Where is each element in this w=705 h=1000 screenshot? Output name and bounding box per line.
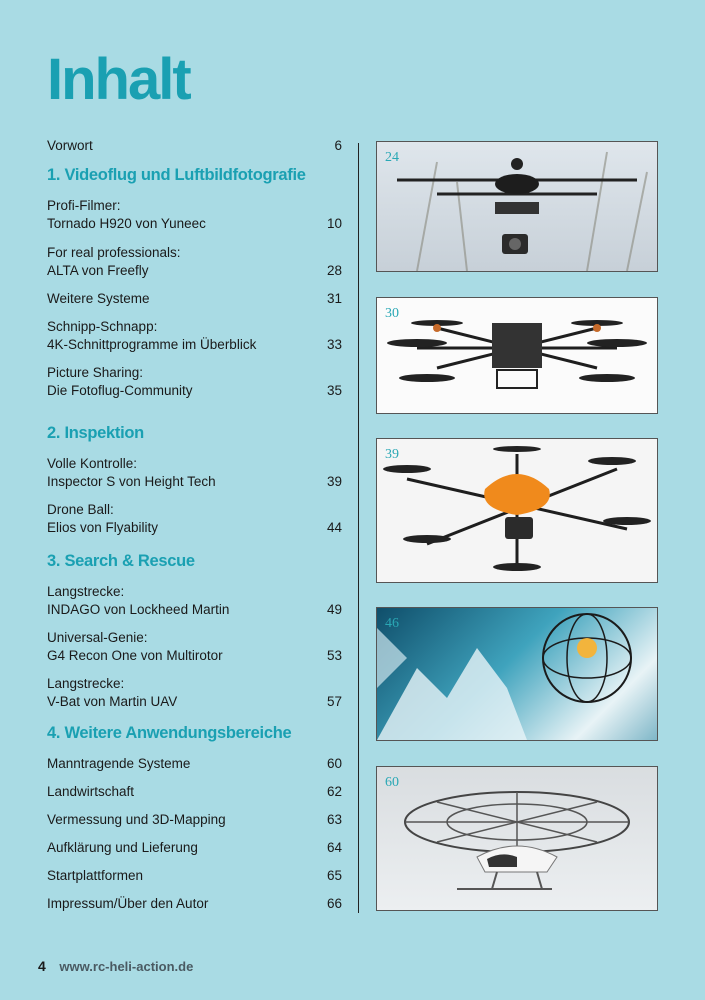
toc-entry-kicker: Volle Kontrolle: (47, 456, 138, 471)
toc-entry[interactable] (47, 583, 342, 619)
toc-page-number: 10 (326, 216, 342, 231)
toc-entry-title: V-Bat von Martin UAV (47, 694, 178, 709)
toc-entry-title: Tornado H920 von Yuneec (47, 216, 206, 231)
photo-page-label: 30 (385, 306, 399, 321)
drone-photo (377, 142, 657, 271)
toc-page-number: 49 (326, 602, 342, 617)
photo-page-label: 46 (385, 616, 399, 631)
toc-entry-title: Elios von Flyability (47, 520, 159, 535)
toc-entry-kicker: Schnipp-Schnapp: (47, 319, 158, 334)
section-heading-2: 2. Inspektion (47, 424, 144, 442)
toc-entry[interactable] (47, 629, 342, 665)
toc-page-number: 35 (326, 383, 342, 398)
toc-entry-kicker: Picture Sharing: (47, 365, 144, 380)
photo-page-label: 60 (385, 775, 399, 790)
photo-page-label: 39 (385, 447, 399, 462)
toc-page-number: 57 (326, 694, 342, 709)
footer-page-number: 4 (38, 958, 46, 974)
toc-entry[interactable] (47, 811, 342, 829)
toc-entry-title: Impressum/Über den Autor (47, 896, 209, 911)
drone-photo (377, 439, 657, 582)
footer-url-link[interactable]: www.rc-heli-action.de (59, 959, 194, 974)
toc-entry-title: Die Fotoflug-Community (47, 383, 193, 398)
photo-volocopter-60[interactable] (376, 766, 658, 911)
toc-page-number: 33 (326, 337, 342, 352)
toc-entry-title: Manntragende Systeme (47, 756, 191, 771)
toc-entry-title: Startplattformen (47, 868, 144, 883)
toc-entry-title: 4K-Schnittprogramme im Überblick (47, 337, 257, 352)
toc-entry-title: Vermessung und 3D-Mapping (47, 812, 226, 827)
photo-page-label: 24 (385, 150, 399, 165)
toc-page-number: 62 (326, 784, 342, 799)
toc-entry-kicker: For real professionals: (47, 245, 181, 260)
toc-entry-title: ALTA von Freefly (47, 263, 149, 278)
photo-drone-30[interactable] (376, 297, 658, 414)
toc-entry[interactable] (47, 755, 342, 773)
toc-entry-kicker: Profi-Filmer: (47, 198, 121, 213)
section-heading-3: 3. Search & Rescue (47, 552, 195, 570)
toc-entry[interactable] (47, 501, 342, 537)
toc-page-number: 6 (334, 138, 342, 153)
toc-entry[interactable] (47, 895, 342, 913)
toc-entry[interactable] (47, 290, 342, 308)
toc-entry[interactable] (47, 197, 342, 233)
toc-entry-kicker: Langstrecke: (47, 676, 125, 691)
toc-entry[interactable] (47, 839, 342, 857)
photo-drone-39[interactable] (376, 438, 658, 583)
toc-page-number: 63 (326, 812, 342, 827)
toc-page-number: 66 (326, 896, 342, 911)
toc-page-number: 65 (326, 868, 342, 883)
toc-entry[interactable] (47, 318, 342, 354)
column-divider (358, 143, 359, 913)
photo-drone-46[interactable] (376, 607, 658, 741)
section-heading-1: 1. Videoflug und Luftbildfotografie (47, 166, 306, 184)
toc-page-number: 64 (326, 840, 342, 855)
toc-entry-title: Aufklärung und Lieferung (47, 840, 198, 855)
section-heading-4: 4. Weitere Anwendungsbereiche (47, 724, 292, 742)
toc-page-number: 60 (326, 756, 342, 771)
drone-photo (377, 298, 657, 413)
toc-entry-title: Landwirtschaft (47, 784, 135, 799)
toc-entry-kicker: Drone Ball: (47, 502, 114, 517)
toc-entry-kicker: Langstrecke: (47, 584, 125, 599)
toc-entry[interactable] (47, 783, 342, 801)
toc-entry[interactable] (47, 244, 342, 280)
page-title: Inhalt (47, 47, 190, 112)
toc-page-number: 44 (326, 520, 342, 535)
toc-entry[interactable] (47, 675, 342, 711)
toc-entry-title: G4 Recon One von Multirotor (47, 648, 223, 663)
toc-entry[interactable] (47, 364, 342, 400)
toc-page-number: 28 (326, 263, 342, 278)
toc-entry[interactable] (47, 455, 342, 491)
volocopter-photo (377, 767, 657, 910)
toc-page-number: 31 (326, 291, 342, 306)
toc-page-number: 53 (326, 648, 342, 663)
toc-entry-title: Weitere Systeme (47, 291, 150, 306)
toc-entry-vorwort[interactable] (47, 137, 342, 155)
toc-entry[interactable] (47, 867, 342, 885)
toc-entry-title: Inspector S von Height Tech (47, 474, 216, 489)
toc-page-number: 39 (326, 474, 342, 489)
toc-entry-kicker: Universal-Genie: (47, 630, 148, 645)
toc-entry-title: Vorwort (47, 138, 93, 153)
photo-drone-24[interactable] (376, 141, 658, 272)
drone-photo (377, 608, 657, 740)
toc-entry-title: INDAGO von Lockheed Martin (47, 602, 230, 617)
page-footer (38, 958, 193, 974)
